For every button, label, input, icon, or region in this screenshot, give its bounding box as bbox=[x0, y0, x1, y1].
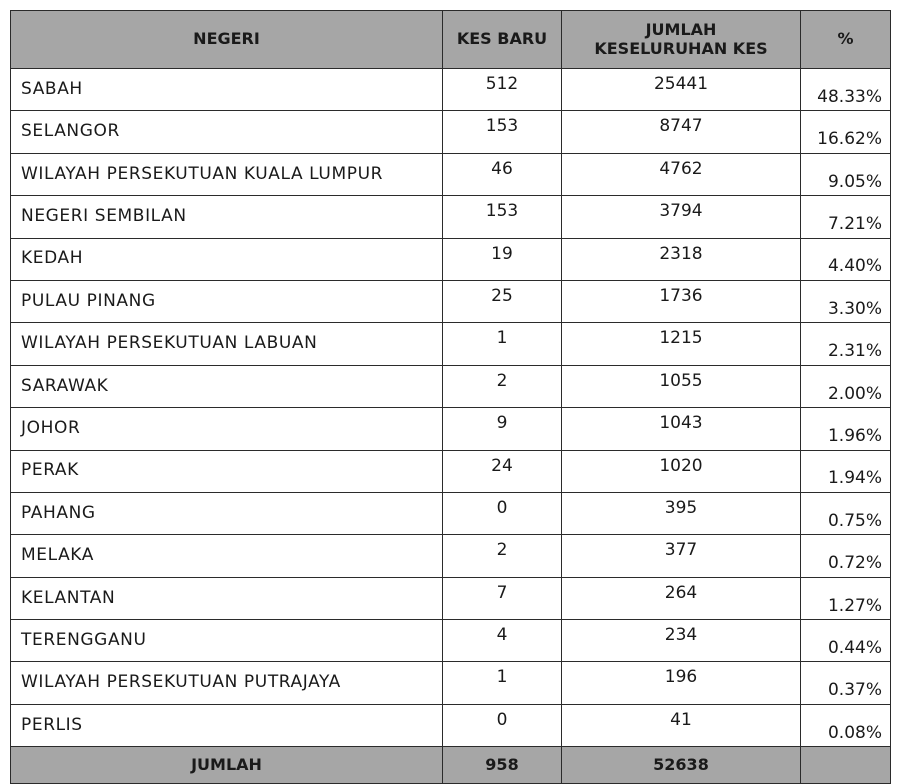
cell-percent: 48.33% bbox=[801, 69, 891, 111]
cell-new-cases: 25 bbox=[443, 280, 562, 322]
total-label: JUMLAH bbox=[11, 747, 443, 784]
header-percent: % bbox=[801, 11, 891, 69]
cell-total-cases: 1215 bbox=[562, 323, 801, 365]
cell-percent: 9.05% bbox=[801, 153, 891, 195]
table-row bbox=[11, 620, 891, 662]
table-row bbox=[11, 535, 891, 577]
cell-state: JOHOR bbox=[11, 408, 443, 450]
cell-total-cases: 41 bbox=[562, 704, 801, 746]
cell-percent: 0.72% bbox=[801, 535, 891, 577]
cell-state: KEDAH bbox=[11, 238, 443, 280]
cell-total-cases: 1736 bbox=[562, 280, 801, 322]
case-table-container bbox=[10, 10, 891, 784]
total-cases: 52638 bbox=[562, 747, 801, 784]
cell-total-cases: 1020 bbox=[562, 450, 801, 492]
cell-state: SABAH bbox=[11, 69, 443, 111]
header-total-cases bbox=[562, 11, 801, 69]
cell-total-cases: 264 bbox=[562, 577, 801, 619]
cell-percent: 1.96% bbox=[801, 408, 891, 450]
table-row bbox=[11, 238, 891, 280]
cell-total-cases: 25441 bbox=[562, 69, 801, 111]
cell-total-cases: 234 bbox=[562, 620, 801, 662]
cell-percent: 0.08% bbox=[801, 704, 891, 746]
cell-total-cases: 1043 bbox=[562, 408, 801, 450]
cell-new-cases: 2 bbox=[443, 365, 562, 407]
cell-new-cases: 1 bbox=[443, 662, 562, 704]
table-row bbox=[11, 111, 891, 153]
table-row bbox=[11, 450, 891, 492]
cell-new-cases: 24 bbox=[443, 450, 562, 492]
table-footer bbox=[11, 747, 891, 784]
table-row bbox=[11, 577, 891, 619]
covid-cases-by-state-table bbox=[10, 10, 891, 784]
cell-total-cases: 2318 bbox=[562, 238, 801, 280]
table-row bbox=[11, 69, 891, 111]
cell-percent: 1.94% bbox=[801, 450, 891, 492]
cell-new-cases: 46 bbox=[443, 153, 562, 195]
cell-percent: 1.27% bbox=[801, 577, 891, 619]
cell-percent: 4.40% bbox=[801, 238, 891, 280]
cell-new-cases: 0 bbox=[443, 492, 562, 534]
cell-total-cases: 377 bbox=[562, 535, 801, 577]
header-state: NEGERI bbox=[11, 11, 443, 69]
cell-total-cases: 3794 bbox=[562, 196, 801, 238]
cell-percent: 7.21% bbox=[801, 196, 891, 238]
table-body bbox=[11, 69, 891, 747]
cell-new-cases: 0 bbox=[443, 704, 562, 746]
cell-new-cases: 153 bbox=[443, 111, 562, 153]
cell-state: SELANGOR bbox=[11, 111, 443, 153]
cell-percent: 2.31% bbox=[801, 323, 891, 365]
header-total-cases-line1: JUMLAH bbox=[645, 20, 717, 40]
table-row bbox=[11, 323, 891, 365]
table-row bbox=[11, 280, 891, 322]
cell-percent: 16.62% bbox=[801, 111, 891, 153]
total-row bbox=[11, 747, 891, 784]
header-total-cases-line2: KESELURUHAN KES bbox=[594, 38, 768, 58]
table-row bbox=[11, 196, 891, 238]
cell-state: NEGERI SEMBILAN bbox=[11, 196, 443, 238]
header-new-cases: KES BARU bbox=[443, 11, 562, 69]
cell-new-cases: 9 bbox=[443, 408, 562, 450]
cell-new-cases: 512 bbox=[443, 69, 562, 111]
cell-state: WILAYAH PERSEKUTUAN PUTRAJAYA bbox=[11, 662, 443, 704]
table-row bbox=[11, 153, 891, 195]
table-row bbox=[11, 704, 891, 746]
table-row bbox=[11, 365, 891, 407]
cell-percent: 0.37% bbox=[801, 662, 891, 704]
cell-state: KELANTAN bbox=[11, 577, 443, 619]
cell-new-cases: 1 bbox=[443, 323, 562, 365]
table-header bbox=[11, 11, 891, 69]
cell-state: PAHANG bbox=[11, 492, 443, 534]
cell-state: PULAU PINANG bbox=[11, 280, 443, 322]
cell-percent: 0.75% bbox=[801, 492, 891, 534]
cell-state: WILAYAH PERSEKUTUAN LABUAN bbox=[11, 323, 443, 365]
cell-new-cases: 4 bbox=[443, 620, 562, 662]
header-row bbox=[11, 11, 891, 69]
table-row bbox=[11, 492, 891, 534]
cell-state: MELAKA bbox=[11, 535, 443, 577]
cell-new-cases: 19 bbox=[443, 238, 562, 280]
cell-state: TERENGGANU bbox=[11, 620, 443, 662]
cell-state: PERAK bbox=[11, 450, 443, 492]
cell-state: WILAYAH PERSEKUTUAN KUALA LUMPUR bbox=[11, 153, 443, 195]
cell-state: PERLIS bbox=[11, 704, 443, 746]
cell-percent: 0.44% bbox=[801, 620, 891, 662]
cell-new-cases: 2 bbox=[443, 535, 562, 577]
cell-percent: 2.00% bbox=[801, 365, 891, 407]
cell-total-cases: 395 bbox=[562, 492, 801, 534]
cell-state: SARAWAK bbox=[11, 365, 443, 407]
cell-percent: 3.30% bbox=[801, 280, 891, 322]
table-row bbox=[11, 408, 891, 450]
total-new-cases: 958 bbox=[443, 747, 562, 784]
cell-total-cases: 1055 bbox=[562, 365, 801, 407]
cell-total-cases: 8747 bbox=[562, 111, 801, 153]
total-percent bbox=[801, 747, 891, 784]
cell-total-cases: 196 bbox=[562, 662, 801, 704]
table-row bbox=[11, 662, 891, 704]
cell-new-cases: 7 bbox=[443, 577, 562, 619]
cell-new-cases: 153 bbox=[443, 196, 562, 238]
cell-total-cases: 4762 bbox=[562, 153, 801, 195]
